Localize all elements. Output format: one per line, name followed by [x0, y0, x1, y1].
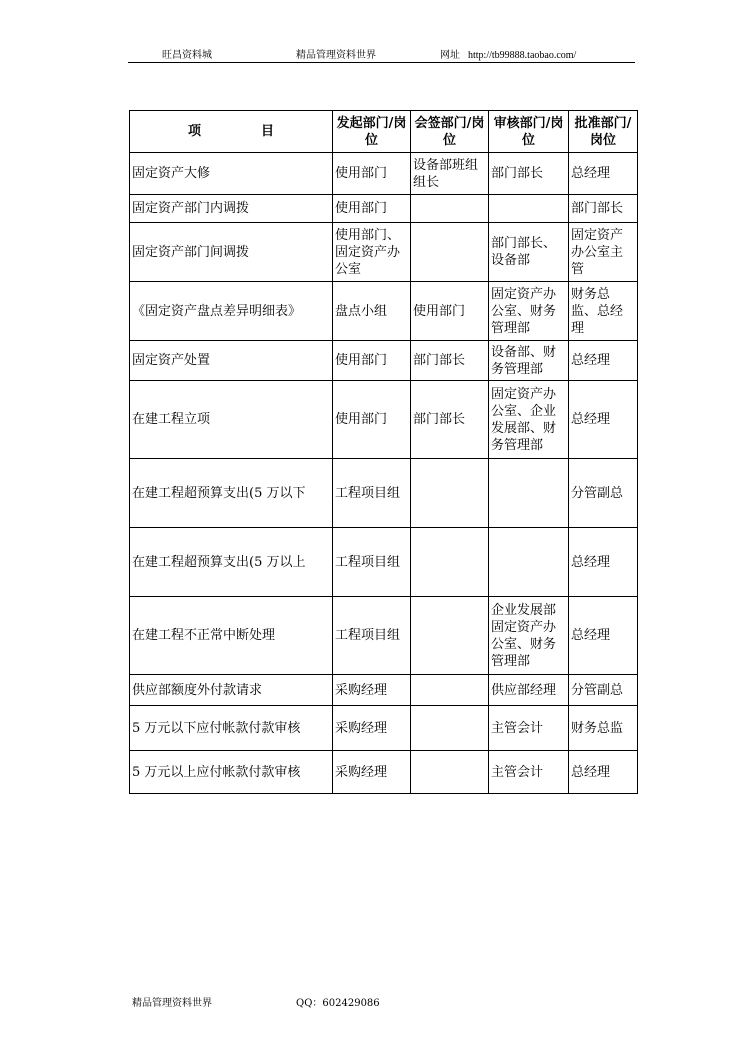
header-review: 审核部门/岗位 — [489, 111, 569, 153]
cell-initiator: 使用部门 — [333, 195, 411, 223]
cell-countersign — [411, 459, 489, 528]
cell-countersign — [411, 597, 489, 675]
cell-item: 在建工程超预算支出(5 万以下 — [130, 459, 333, 528]
header-countersign: 会签部门/岗位 — [411, 111, 489, 153]
page-footer — [132, 994, 380, 1009]
cell-initiator: 工程项目组 — [333, 459, 411, 528]
cell-initiator: 采购经理 — [333, 751, 411, 794]
cell-initiator: 使用部门 — [333, 153, 411, 195]
cell-review: 企业发展部固定资产办公室、财务管理部 — [489, 597, 569, 675]
cell-initiator: 工程项目组 — [333, 597, 411, 675]
cell-item: 固定资产部门间调拨 — [130, 223, 333, 282]
cell-review: 部门部长 — [489, 153, 569, 195]
cell-review — [489, 195, 569, 223]
cell-approval: 财务总监 — [569, 706, 638, 751]
cell-item: 固定资产部门内调拨 — [130, 195, 333, 223]
header-url-label: 网址 — [440, 50, 460, 61]
cell-approval: 分管副总 — [569, 459, 638, 528]
cell-item: 5 万元以下应付帐款付款审核 — [130, 706, 333, 751]
cell-review — [489, 528, 569, 597]
cell-item: 固定资产处置 — [130, 341, 333, 381]
cell-countersign — [411, 195, 489, 223]
cell-approval: 总经理 — [569, 597, 638, 675]
header-left-text: 旺昌资料城 — [162, 50, 212, 61]
cell-approval: 固定资产办公室主管 — [569, 223, 638, 282]
table-row — [130, 341, 638, 381]
cell-countersign — [411, 706, 489, 751]
cell-approval: 总经理 — [569, 751, 638, 794]
cell-countersign — [411, 751, 489, 794]
cell-initiator: 使用部门 — [333, 341, 411, 381]
cell-review: 部门部长、设备部 — [489, 223, 569, 282]
table-row — [130, 597, 638, 675]
table-header-row — [130, 111, 638, 153]
table-row — [130, 153, 638, 195]
approval-table — [129, 110, 638, 794]
table-row — [130, 706, 638, 751]
cell-approval: 部门部长 — [569, 195, 638, 223]
table-row — [130, 528, 638, 597]
table-row — [130, 381, 638, 459]
table-row — [130, 223, 638, 282]
cell-review: 设备部、财务管理部 — [489, 341, 569, 381]
header-approval: 批准部门/岗位 — [569, 111, 638, 153]
footer-qq: QQ：602429086 — [296, 998, 380, 1009]
cell-initiator: 采购经理 — [333, 706, 411, 751]
table-row — [130, 751, 638, 794]
table-row — [130, 675, 638, 706]
cell-review: 固定资产办公室、企业发展部、财务管理部 — [489, 381, 569, 459]
cell-countersign — [411, 528, 489, 597]
cell-item: 《固定资产盘点差异明细表》 — [130, 282, 333, 341]
cell-item: 固定资产大修 — [130, 153, 333, 195]
cell-review — [489, 459, 569, 528]
cell-approval: 总经理 — [569, 528, 638, 597]
header-url-block — [440, 46, 576, 61]
cell-approval: 总经理 — [569, 381, 638, 459]
cell-countersign: 使用部门 — [411, 282, 489, 341]
table-row — [130, 195, 638, 223]
cell-initiator: 盘点小组 — [333, 282, 411, 341]
cell-initiator: 使用部门、固定资产办公室 — [333, 223, 411, 282]
cell-item: 在建工程立项 — [130, 381, 333, 459]
header-initiator: 发起部门/岗位 — [333, 111, 411, 153]
cell-countersign: 设备部班组组长 — [411, 153, 489, 195]
cell-approval: 分管副总 — [569, 675, 638, 706]
cell-initiator: 采购经理 — [333, 675, 411, 706]
table-row — [130, 282, 638, 341]
cell-initiator: 使用部门 — [333, 381, 411, 459]
cell-countersign — [411, 675, 489, 706]
table-row — [130, 459, 638, 528]
cell-review: 主管会计 — [489, 751, 569, 794]
cell-approval: 总经理 — [569, 341, 638, 381]
footer-left-text: 精品管理资料世界 — [132, 998, 212, 1009]
cell-review: 供应部经理 — [489, 675, 569, 706]
cell-approval: 总经理 — [569, 153, 638, 195]
header-middle-text: 精品管理资料世界 — [296, 50, 376, 61]
cell-review: 主管会计 — [489, 706, 569, 751]
cell-approval: 财务总监、总经理 — [569, 282, 638, 341]
cell-countersign — [411, 223, 489, 282]
cell-item: 在建工程不正常中断处理 — [130, 597, 333, 675]
cell-item: 供应部额度外付款请求 — [130, 675, 333, 706]
cell-countersign: 部门部长 — [411, 341, 489, 381]
page-header — [128, 46, 635, 63]
cell-review: 固定资产办公室、财务管理部 — [489, 282, 569, 341]
cell-initiator: 工程项目组 — [333, 528, 411, 597]
cell-item: 在建工程超预算支出(5 万以上 — [130, 528, 333, 597]
header-item: 项 目 — [130, 111, 333, 153]
header-url[interactable]: http://tb99888.taobao.com/ — [468, 50, 577, 61]
cell-countersign: 部门部长 — [411, 381, 489, 459]
cell-item: 5 万元以上应付帐款付款审核 — [130, 751, 333, 794]
